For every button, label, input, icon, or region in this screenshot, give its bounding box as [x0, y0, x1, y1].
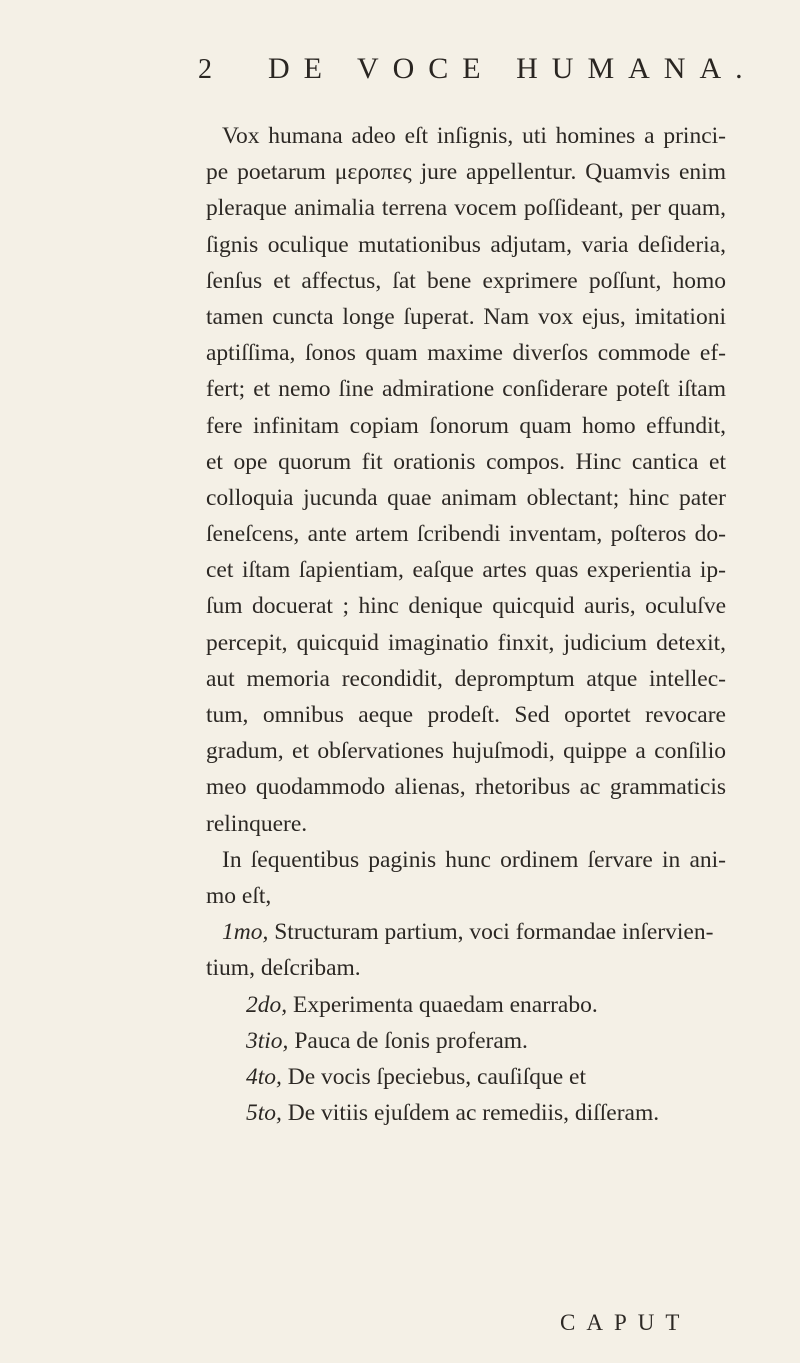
text-line: fert; et nemo ſine admiratione conſiderare poteſt iſtam: [206, 376, 726, 403]
text-line: et ope quorum fit orationis compos. Hinc cantica et: [206, 448, 726, 475]
list-text: De vitiis ejuſdem ac remediis, diſſeram.: [287, 1100, 660, 1127]
list-text: tium, deſcribam.: [206, 955, 361, 982]
page-header: [198, 52, 757, 92]
list-item: [206, 1059, 726, 1095]
catchword: CAPUT: [560, 1310, 691, 1335]
list-ordinal: 2do,: [246, 991, 288, 1018]
text-line: ſum docuerat ; hinc denique quicquid auris, oculuſve: [206, 593, 726, 620]
list-item: [206, 1095, 726, 1131]
page-number: 2: [198, 54, 212, 85]
body-text: [206, 118, 726, 1131]
text-line: ſenſus et affectus, ſat bene exprimere poſſunt, homo: [206, 267, 726, 294]
text-line: Vox humana adeo eſt inſignis, uti homines a princi-: [222, 123, 726, 149]
text-line: aut memoria recondidit, depromptum atque intellec-: [206, 665, 726, 692]
text-line: mo eſt,: [206, 882, 272, 909]
text-line: pleraque animalia terrena vocem poſſideant, per quam,: [206, 195, 726, 222]
text-line: cet iſtam ſapientiam, eaſque artes quas experientia ip-: [206, 557, 726, 584]
text-line: aptiſſima, ſonos quam maxime diverſos commode ef-: [206, 340, 726, 367]
list-ordinal: 3tio,: [246, 1027, 289, 1054]
list-text: De vocis ſpeciebus, cauſiſque et: [287, 1063, 586, 1090]
list-ordinal: 5to,: [246, 1100, 282, 1127]
list-ordinal: 4to,: [246, 1063, 282, 1090]
text-line: tum, omnibus aeque prodeſt. Sed oportet revocare: [206, 702, 726, 728]
text-line: In ſequentibus paginis hunc ordinem ſervare in ani-: [222, 846, 726, 873]
text-line: tamen cuncta longe ſuperat. Nam vox ejus, imitationi: [206, 303, 726, 330]
running-head: DE VOCE HUMANA.: [268, 52, 757, 85]
text-line: percepit, quicquid imaginatio finxit, judicium detexit,: [206, 629, 726, 656]
list-text: Structuram partium, voci formandae inſervien-: [274, 919, 714, 946]
text-line: colloquia jucunda quae animam oblectant; hinc pater: [206, 484, 726, 511]
text-line: ſeneſcens, ante artem ſcribendi inventam, poſteros do-: [206, 521, 726, 548]
list-item: [206, 950, 726, 986]
list-ordinal: 1mo,: [222, 919, 269, 946]
text-line: ſignis oculique mutationibus adjutam, varia deſideria,: [206, 231, 726, 258]
text-line: pe poetarum μεροπες jure appellentur. Quamvis enim: [206, 159, 726, 186]
list-item: [206, 1023, 726, 1059]
text-line: gradum, et obſervationes hujuſmodi, quippe a conſilio: [206, 738, 726, 765]
list-item: [206, 914, 726, 950]
text-line: fere infinitam copiam ſonorum quam homo effundit,: [206, 412, 726, 439]
text-line: meo quodammodo alienas, rhetoribus ac grammaticis: [206, 774, 726, 801]
list-text: Pauca de ſonis proferam.: [294, 1027, 528, 1054]
list-item: [206, 987, 726, 1023]
text-line: relinquere.: [206, 810, 308, 837]
list-text: Experimenta quaedam enarrabo.: [293, 991, 598, 1018]
